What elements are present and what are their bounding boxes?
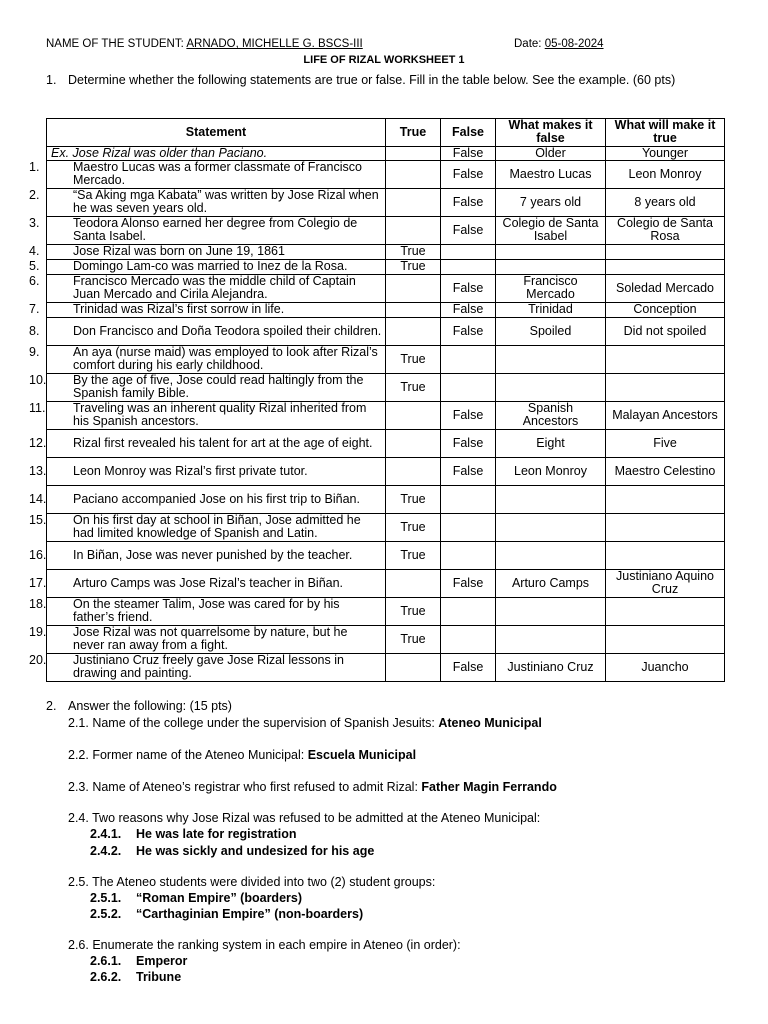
question-1 [46,72,736,89]
row-what-makes-true: Conception [606,302,725,317]
row-statement [29,244,386,259]
q2-3-answer: Father Magin Ferrando [421,780,557,794]
q2-4-2-number: 2.4.2. [90,844,122,858]
table-row [47,274,725,302]
row-what-makes-true [606,373,725,401]
row-number: 19. [29,625,47,640]
row-true: True [386,597,441,625]
row-number: 16. [29,547,47,562]
table-row [47,216,725,244]
row-what-makes-false: Justiniano Cruz [496,653,606,681]
row-statement-text: Arturo Camps was Jose Rizal’s teacher in Biñan. [73,575,344,590]
row-false: False [441,457,496,485]
row-statement-content [29,597,382,625]
row-what-makes-false: 7 years old [496,188,606,216]
row-what-makes-false: Spanish Ancestors [496,401,606,429]
row-statement [29,541,386,569]
row-true [386,188,441,216]
row-true [386,274,441,302]
row-statement-text: “Sa Aking mga Kabata” was written by Jose Rizal when he was seven years old. [73,188,379,216]
table-row [47,513,725,541]
header-true: True [386,119,441,147]
student-name-value: ARNADO, MICHELLE G. BSCS-III [186,38,363,50]
row-false: False [441,569,496,597]
row-what-makes-true [606,597,725,625]
row-statement-text: Domingo Lam-co was married to Inez de la Rosa. [73,259,348,274]
row-true [386,653,441,681]
row-false [441,373,496,401]
table-row [47,317,725,345]
row-statement-content [29,547,382,562]
example-what-true: Younger [606,146,725,160]
row-what-makes-true [606,625,725,653]
row-statement [29,373,386,401]
row-number: 9. [29,345,40,360]
row-what-makes-false: Leon Monroy [496,457,606,485]
row-number: 12. [29,435,47,450]
question-2-number: 2. [46,699,57,713]
example-true [386,146,441,160]
row-statement-content [29,491,382,506]
row-statement [29,401,386,429]
header-statement: Statement [47,119,386,147]
q2-6-2-answer: Tribune [136,970,182,984]
row-number: 18. [29,597,47,612]
row-false: False [441,216,496,244]
date-label: Date: [514,38,542,50]
row-statement-text: Teodora Alonso earned her degree from Colegio de Santa Isabel. [73,216,358,244]
q2-6-question: 2.6. Enumerate the ranking system in each empire in Ateneo (in order): [68,938,461,952]
row-what-makes-false: Francisco Mercado [496,274,606,302]
table-row [47,485,725,513]
q2-5-2-answer: “Carthaginian Empire” (non-boarders) [136,907,364,921]
row-statement [29,597,386,625]
row-what-makes-true: Did not spoiled [606,317,725,345]
row-true [386,569,441,597]
row-statement [29,625,386,653]
row-statement-content [29,401,382,429]
row-statement-text: Leon Monroy was Rizal’s first private tutor. [73,463,308,478]
row-statement-content [29,435,382,450]
row-statement-text: Rizal first revealed his talent for art at the age of eight. [73,435,373,450]
row-false: False [441,274,496,302]
row-number: 7. [29,302,40,317]
row-statement-content [29,625,382,653]
true-false-table [29,118,725,682]
row-true: True [386,485,441,513]
row-statement-content [29,216,382,244]
q2-6-1-answer: Emperor [136,954,188,968]
row-statement [29,457,386,485]
row-what-makes-false [496,625,606,653]
question-1-number: 1. [46,73,57,87]
row-statement [29,302,386,317]
row-false: False [441,317,496,345]
row-number: 3. [29,216,40,231]
row-number: 1. [29,160,40,175]
row-statement [29,274,386,302]
row-true: True [386,259,441,274]
row-number: 2. [29,188,40,203]
table-row [47,569,725,597]
table-row [47,373,725,401]
q2-5-question: 2.5. The Ateneo students were divided into two (2) student groups: [68,875,436,889]
q2-4-1-answer: He was late for registration [136,827,297,841]
row-what-makes-true [606,485,725,513]
row-number: 8. [29,323,40,338]
row-true [386,457,441,485]
row-what-makes-true [606,345,725,373]
row-statement-content [29,244,382,259]
table-row [47,401,725,429]
row-statement-text: Maestro Lucas was a former classmate of Francisco Mercado. [73,160,362,188]
row-what-makes-true: Colegio de Santa Rosa [606,216,725,244]
row-what-makes-true: Justiniano Aquino Cruz [606,569,725,597]
q2-4-1-number: 2.4.1. [90,827,122,841]
table-header-row [47,119,725,147]
row-true: True [386,541,441,569]
row-what-makes-true [606,541,725,569]
header-what-makes-true: What will make it true [606,119,725,147]
q2-2-answer: Escuela Municipal [307,748,417,762]
row-false: False [441,401,496,429]
row-statement [29,569,386,597]
row-what-makes-false [496,259,606,274]
row-number: 10. [29,373,47,388]
row-what-makes-true: Maestro Celestino [606,457,725,485]
row-number: 17. [29,575,47,590]
row-number: 14. [29,491,47,506]
date-line [514,38,604,50]
table-row [47,625,725,653]
row-statement-text: Don Francisco and Doña Teodora spoiled their children. [73,323,382,338]
row-what-makes-false [496,373,606,401]
row-statement [29,513,386,541]
row-statement-content [29,323,382,338]
q2-3 [68,780,557,794]
q2-4-question: 2.4. Two reasons why Jose Rizal was refused to be admitted at the Ateneo Municipal: [68,811,541,825]
table-row [47,259,725,274]
row-what-makes-false [496,541,606,569]
row-false [441,625,496,653]
row-number: 6. [29,274,40,289]
row-statement [29,216,386,244]
row-what-makes-false: Colegio de Santa Isabel [496,216,606,244]
q2-2-question: 2.2. Former name of the Ateneo Municipal: [68,748,308,762]
header-false: False [441,119,496,147]
row-statement-content [29,160,382,188]
table-row [47,457,725,485]
row-statement [29,653,386,681]
row-what-makes-false: Eight [496,429,606,457]
row-statement-content [29,188,382,216]
row-statement-text: An aya (nurse maid) was employed to look after Rizal’s comfort during his early childhood. [73,345,378,373]
row-number: 5. [29,259,40,274]
row-statement-content [29,345,382,373]
table-row [47,302,725,317]
question-1-text: Determine whether the following statements are true or false. Fill in the table below. See the example. (60 pts) [68,73,676,87]
row-number: 13. [29,463,47,478]
row-false [441,345,496,373]
row-statement [29,485,386,513]
row-true: True [386,373,441,401]
example-false: False [441,146,496,160]
row-what-makes-false: Maestro Lucas [496,160,606,188]
row-what-makes-false: Spoiled [496,317,606,345]
row-what-makes-false [496,244,606,259]
example-row [47,146,725,160]
date-value: 05-08-2024 [544,38,604,50]
row-false: False [441,302,496,317]
row-true: True [386,345,441,373]
row-statement-text: Jose Rizal was born on June 19, 1861 [73,244,285,259]
row-what-makes-false [496,513,606,541]
row-statement-content [29,302,382,317]
row-what-makes-true [606,259,725,274]
row-false [441,259,496,274]
row-what-makes-true: Malayan Ancestors [606,401,725,429]
row-statement [29,429,386,457]
row-false: False [441,160,496,188]
row-what-makes-false [496,485,606,513]
worksheet-title: LIFE OF RIZAL WORKSHEET 1 [303,54,465,66]
row-statement-text: Justiniano Cruz freely gave Jose Rizal lessons in drawing and painting. [73,653,344,681]
row-statement-content [29,274,382,302]
row-what-makes-true: 8 years old [606,188,725,216]
student-name-label: NAME OF THE STUDENT: [46,38,184,50]
row-false: False [441,653,496,681]
table-row [47,429,725,457]
table-row [47,345,725,373]
row-true [386,160,441,188]
row-statement-content [29,259,382,274]
example-what-false: Older [496,146,606,160]
row-number: 4. [29,244,40,259]
row-statement-text: Jose Rizal was not quarrelsome by nature, but he never ran away from a fight. [73,625,348,653]
row-statement-text: Trinidad was Rizal’s first sorrow in life. [73,302,285,317]
row-statement-text: Paciano accompanied Jose on his first trip to Biñan. [73,491,360,506]
row-statement-content [29,575,382,590]
header-what-makes-false: What makes it false [496,119,606,147]
row-true: True [386,513,441,541]
row-statement-text: Traveling was an inherent quality Rizal inherited from his Spanish ancestors. [73,401,367,429]
row-statement [29,259,386,274]
row-true [386,317,441,345]
row-number: 15. [29,513,47,528]
row-number: 20. [29,653,47,668]
row-what-makes-false: Arturo Camps [496,569,606,597]
row-what-makes-true: Juancho [606,653,725,681]
row-true [386,302,441,317]
row-statement [29,188,386,216]
row-false: False [441,429,496,457]
row-what-makes-false: Trinidad [496,302,606,317]
row-true [386,216,441,244]
row-statement [29,345,386,373]
row-true: True [386,244,441,259]
q2-6-2-number: 2.6.2. [90,970,122,984]
q2-2 [68,748,416,762]
q2-5-1-number: 2.5.1. [90,891,122,905]
row-what-makes-true [606,513,725,541]
row-what-makes-false [496,345,606,373]
row-statement-text: On his first day at school in Biñan, Jose admitted he had limited knowledge of Spanish and Latin. [73,513,361,541]
row-true: True [386,625,441,653]
row-statement-content [29,373,382,401]
row-what-makes-true: Five [606,429,725,457]
row-what-makes-true: Leon Monroy [606,160,725,188]
row-false [441,244,496,259]
row-statement [29,160,386,188]
row-statement-content [29,513,382,541]
row-true [386,401,441,429]
row-what-makes-true [606,244,725,259]
row-statement [29,317,386,345]
row-false: False [441,188,496,216]
row-false [441,513,496,541]
row-statement-content [29,463,382,478]
row-statement-text: On the steamer Talim, Jose was cared for by his father’s friend. [73,597,340,625]
q2-6-1-number: 2.6.1. [90,954,122,968]
table-row [47,541,725,569]
table-row [47,244,725,259]
table-row [47,160,725,188]
row-false [441,597,496,625]
q2-1-question: 2.1. Name of the college under the supervision of Spanish Jesuits: [68,716,439,730]
row-statement-content [29,653,382,681]
q2-3-question: 2.3. Name of Ateneo’s registrar who first refused to admit Rizal: [68,780,422,794]
student-name-line [46,38,363,50]
row-statement-text: In Biñan, Jose was never punished by the teacher. [73,547,353,562]
table-row [47,653,725,681]
q2-1 [68,716,542,730]
row-false [441,485,496,513]
q2-4-2-answer: He was sickly and undesized for his age [136,844,375,858]
q2-5-2-number: 2.5.2. [90,907,122,921]
row-statement-text: By the age of five, Jose could read haltingly from the Spanish family Bible. [73,373,364,401]
q2-1-answer: Ateneo Municipal [438,716,542,730]
row-what-makes-false [496,597,606,625]
example-statement: Ex. Jose Rizal was older than Paciano. [47,146,386,160]
row-number: 11. [29,401,46,416]
row-what-makes-true: Soledad Mercado [606,274,725,302]
q2-5-1-answer: “Roman Empire” (boarders) [136,891,303,905]
row-statement-text: Francisco Mercado was the middle child of Captain Juan Mercado and Cirila Alejandra. [73,274,356,302]
table-row [47,597,725,625]
row-true [386,429,441,457]
question-2-text: Answer the following: (15 pts) [68,699,232,713]
row-false [441,541,496,569]
table-row [47,188,725,216]
